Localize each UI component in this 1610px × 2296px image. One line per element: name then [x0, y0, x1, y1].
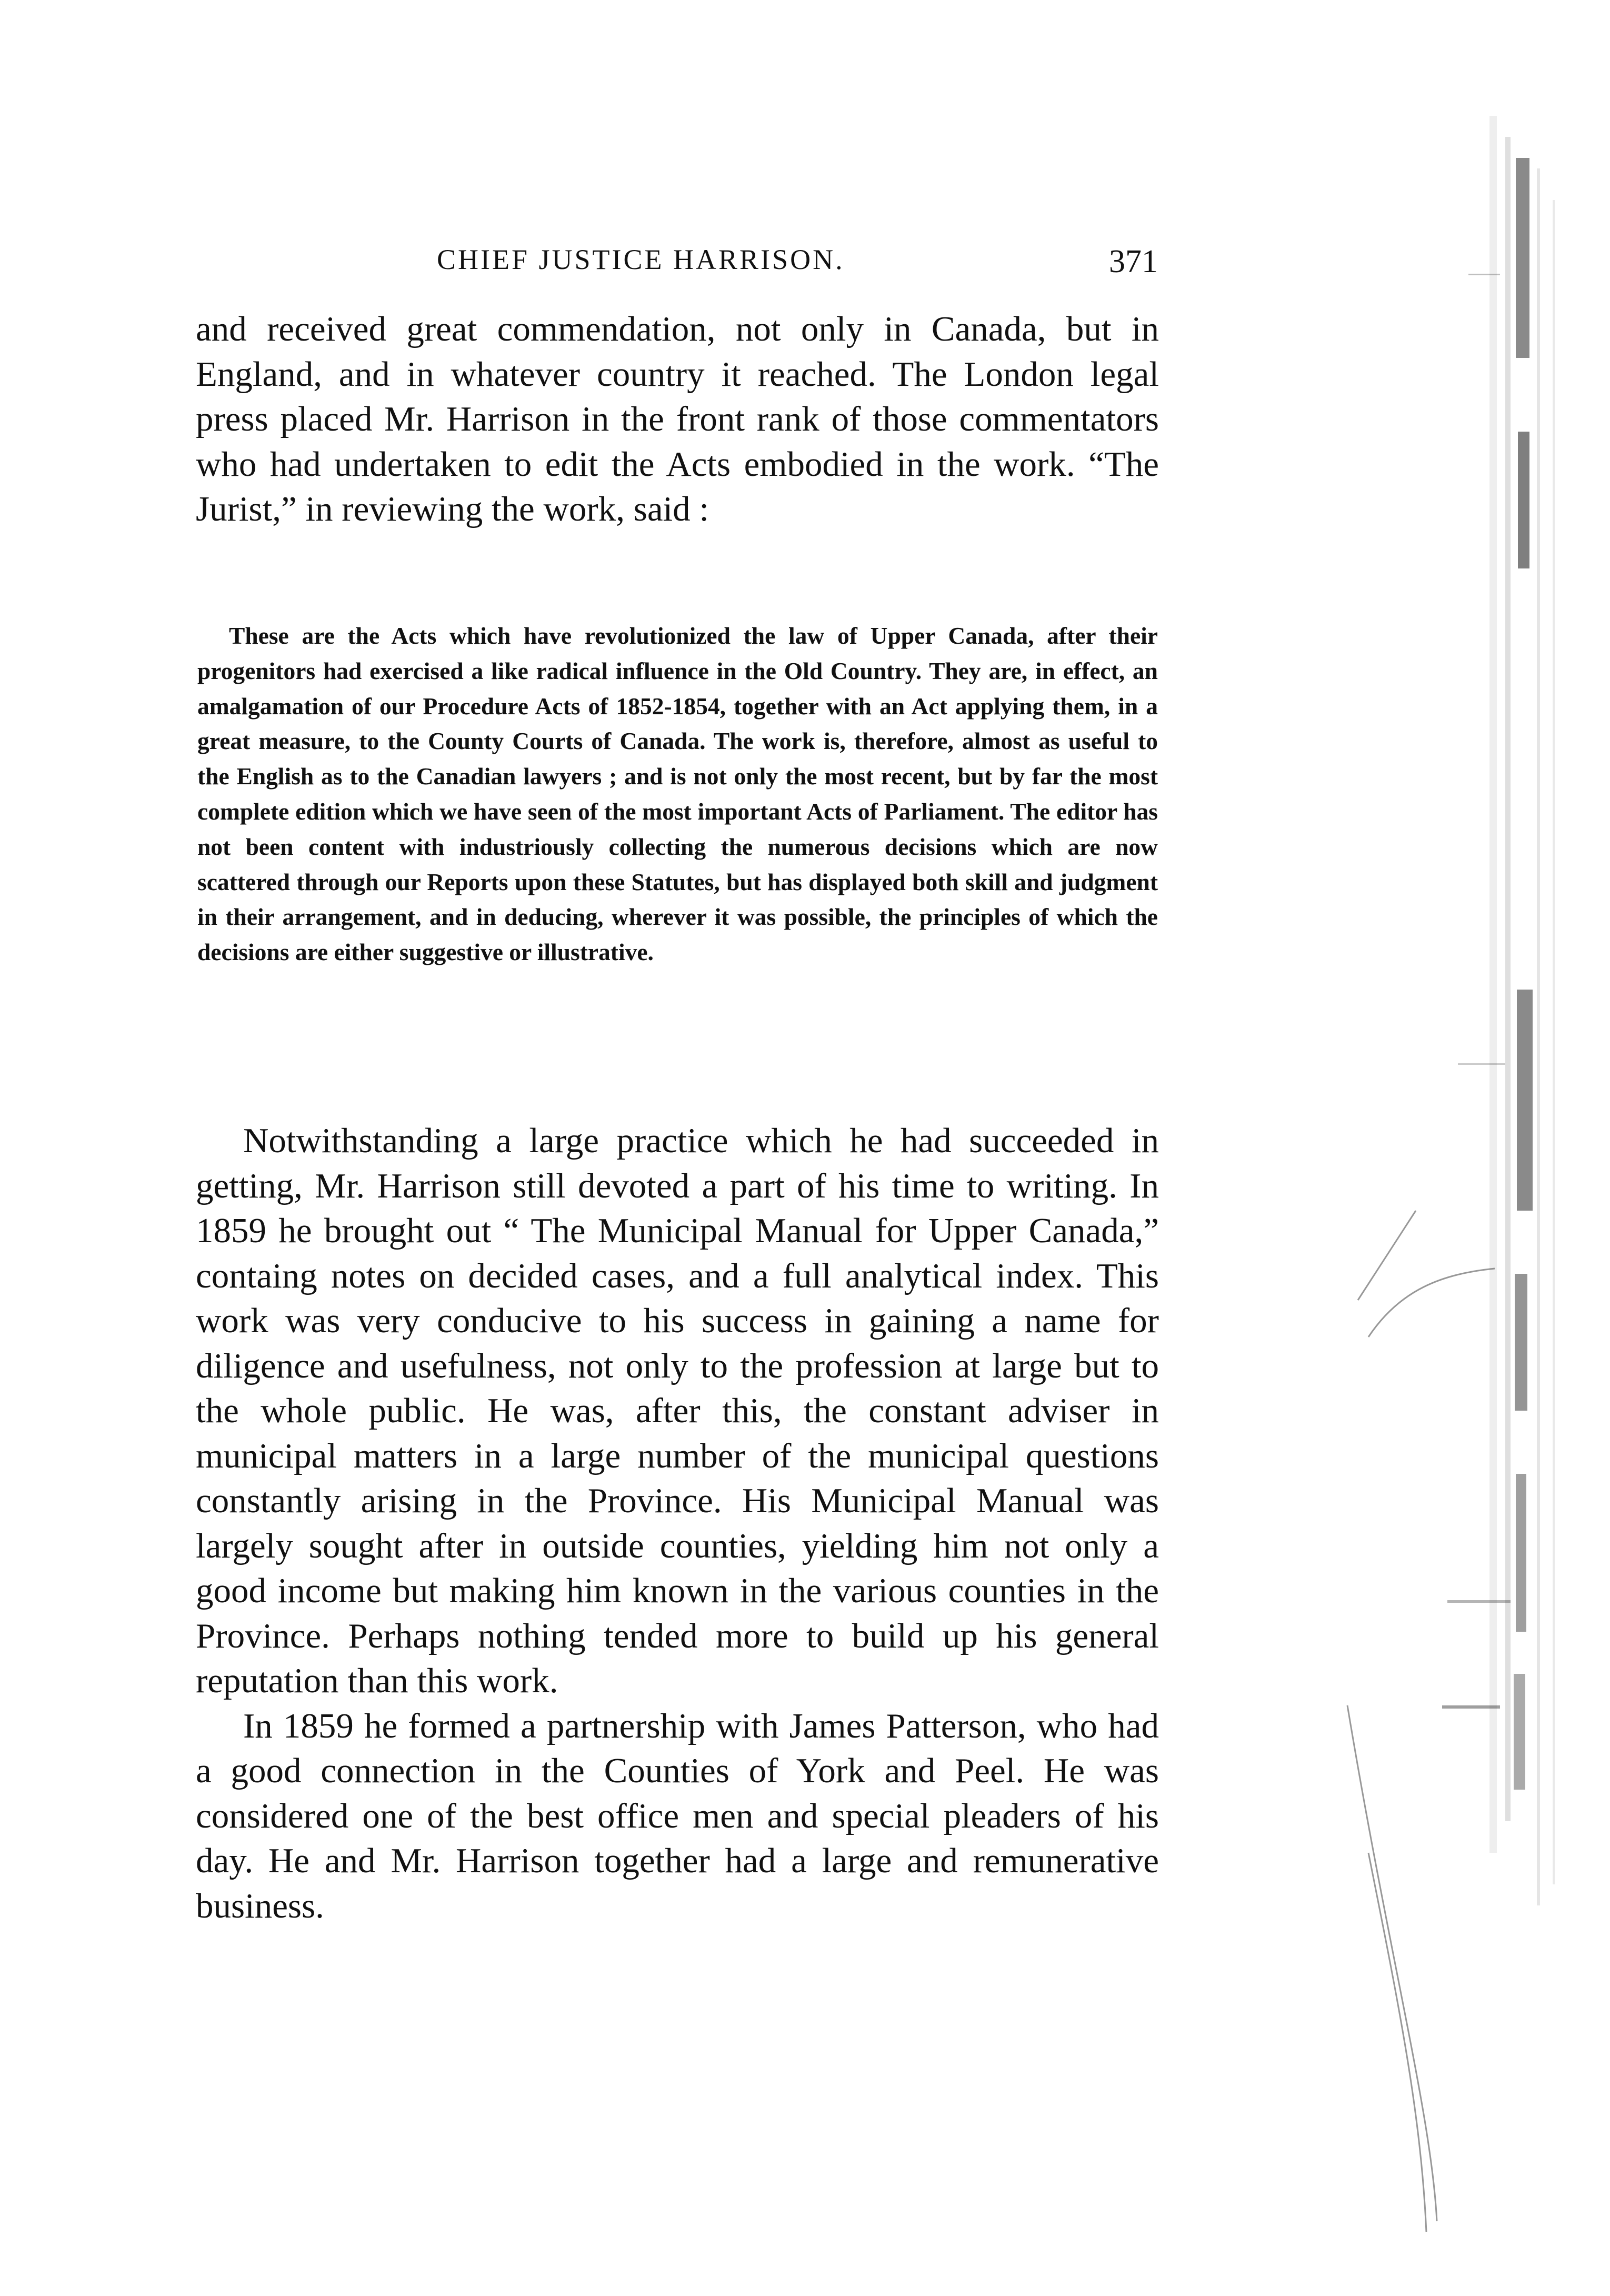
paragraph-2-block — [196, 1119, 1159, 1929]
scan-edge-artifact — [1337, 63, 1589, 2274]
quote-text: These are the Acts which have revolutionized the law of Upper Canada, after their progenitors had exercised a like radical influence in the Old Country. They are, in effect, an amalgamation of our Procedure Acts of 1852-1854, together with an Act applying them, in a great measure, to the County Courts of Canada. The work is, therefore, almost as useful to the English as to the Canadian lawyers ; and is not only the most recent, but by far the most complete edition which we have seen of the most important Acts of Parliament. The editor has not been content with industriously collecting the numerous decisions which are now scattered through our Reports upon these Statutes, but has displayed both skill and judgment in their arrangement, and in deducing, wherever it was possible, the principles of which the decisions are either suggestive or illustrative. — [197, 622, 1158, 966]
page-number: 371 — [1109, 244, 1158, 279]
block-quote — [197, 618, 1158, 970]
paragraph-2: Notwithstanding a large practice which he had succeeded in getting, Mr. Harrison still devoted a part of his time to writing. In 1859 he brought out “ The Municipal Manual for Upper Canada,” containg notes on decided cases, and a full analytical index. This work was very conducive to his success in gaining a name for diligence and usefulness, not only to the profession at large but to the whole public. He was, after this, the constant adviser in municipal matters in a large number of the municipal questions constantly arising in the Province. His Municipal Manual was largely sought after in outside counties, yielding him not only a good income but making him known in the various counties in the Province. Perhaps nothing tended more to build up his general reputation than this work. — [196, 1121, 1159, 1700]
paragraph-3: In 1859 he formed a partnership with James Patterson, who had a good connection in the Counties of York and Peel. He was considered one of the best office men and special pleaders of his day. He and Mr. Harrison together had a large and remunerative business. — [196, 1706, 1159, 1925]
paragraph-1: and received great commendation, not only in Canada, but in England, and in whatever country it reached. The London legal press placed Mr. Harrison in the front rank of those commentators who had undertaken to edit the Acts embodied in the work. “The Jurist,” in reviewing the work, said : — [196, 310, 1159, 528]
running-title: CHIEF JUSTICE HARRISON. — [437, 244, 845, 275]
paragraph-1-block — [196, 307, 1159, 532]
page-header — [200, 243, 1158, 280]
